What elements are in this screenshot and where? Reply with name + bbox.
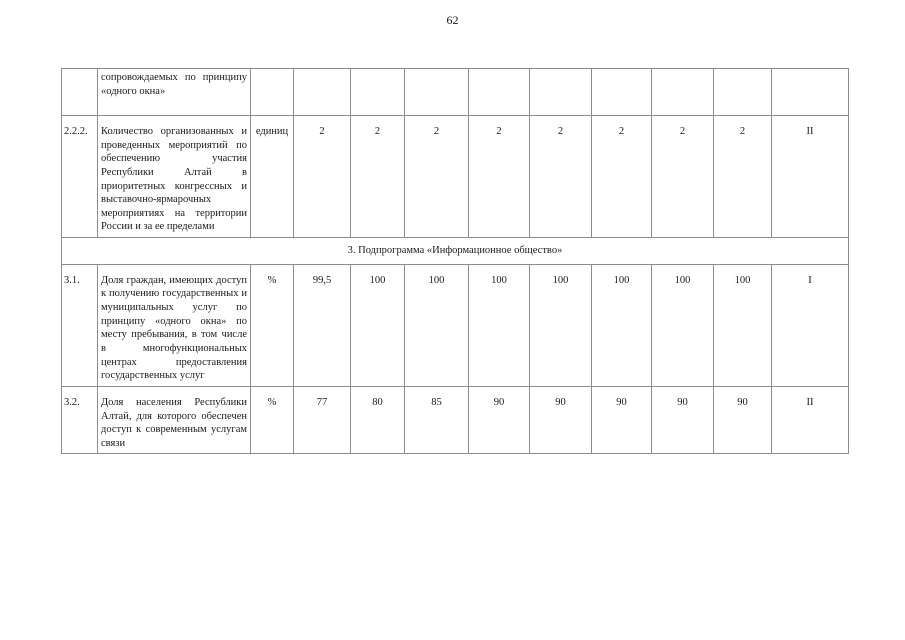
category-cell: II — [772, 116, 849, 238]
indicator-name: Количество организованных и проведенных мероприятий по обеспечению участия Республики Алтай в приоритетных конгрессных и выставочно-ярмарочных мероприятиях на территории России и за ее пределами — [98, 116, 251, 238]
indicator-name: Доля граждан, имеющих доступ к получению государственных и муниципальных услуг по принципу «одного окна» по месту пребывания, в том числе в многофункциональных центрах предоставления государственных услуг — [98, 264, 251, 386]
category-cell — [772, 69, 849, 116]
value-cell: 100 — [714, 264, 772, 386]
indicators-table — [61, 68, 849, 454]
value-cell — [592, 69, 652, 116]
value-cell: 90 — [592, 386, 652, 454]
row-code: 3.2. — [62, 386, 98, 454]
value-cell: 90 — [530, 386, 592, 454]
category-cell: II — [772, 386, 849, 454]
value-cell — [405, 69, 469, 116]
page-number: 62 — [446, 13, 459, 27]
value-cell: 100 — [652, 264, 714, 386]
section-title: 3. Подпрограмма «Информационное общество» — [62, 238, 849, 265]
unit-cell: % — [251, 386, 294, 454]
value-cell — [351, 69, 405, 116]
value-cell — [469, 69, 530, 116]
value-cell: 90 — [652, 386, 714, 454]
value-cell: 2 — [714, 116, 772, 238]
value-cell — [530, 69, 592, 116]
value-cell: 77 — [294, 386, 351, 454]
value-cell: 2 — [294, 116, 351, 238]
value-cell: 100 — [351, 264, 405, 386]
row-code: 3.1. — [62, 264, 98, 386]
value-cell: 2 — [469, 116, 530, 238]
table-row — [62, 116, 849, 238]
unit-cell — [251, 69, 294, 116]
value-cell: 2 — [530, 116, 592, 238]
value-cell: 100 — [592, 264, 652, 386]
value-cell — [294, 69, 351, 116]
table-row — [62, 69, 849, 116]
value-cell: 2 — [652, 116, 714, 238]
table-row — [62, 264, 849, 386]
value-cell: 2 — [592, 116, 652, 238]
value-cell: 80 — [351, 386, 405, 454]
value-cell — [714, 69, 772, 116]
value-cell: 2 — [351, 116, 405, 238]
value-cell: 85 — [405, 386, 469, 454]
value-cell: 100 — [469, 264, 530, 386]
value-cell: 2 — [405, 116, 469, 238]
value-cell: 90 — [714, 386, 772, 454]
value-cell: 90 — [469, 386, 530, 454]
value-cell: 99,5 — [294, 264, 351, 386]
section-row — [62, 238, 849, 265]
unit-cell: единиц — [251, 116, 294, 238]
value-cell: 100 — [405, 264, 469, 386]
table-row — [62, 386, 849, 454]
indicator-name: Доля населения Республики Алтай, для которого обеспечен доступ к современным услугам связи — [98, 386, 251, 454]
value-cell — [652, 69, 714, 116]
category-cell: I — [772, 264, 849, 386]
indicator-name: сопровождаемых по принципу «одного окна» — [98, 69, 251, 116]
row-code — [62, 69, 98, 116]
unit-cell: % — [251, 264, 294, 386]
value-cell: 100 — [530, 264, 592, 386]
row-code: 2.2.2. — [62, 116, 98, 238]
